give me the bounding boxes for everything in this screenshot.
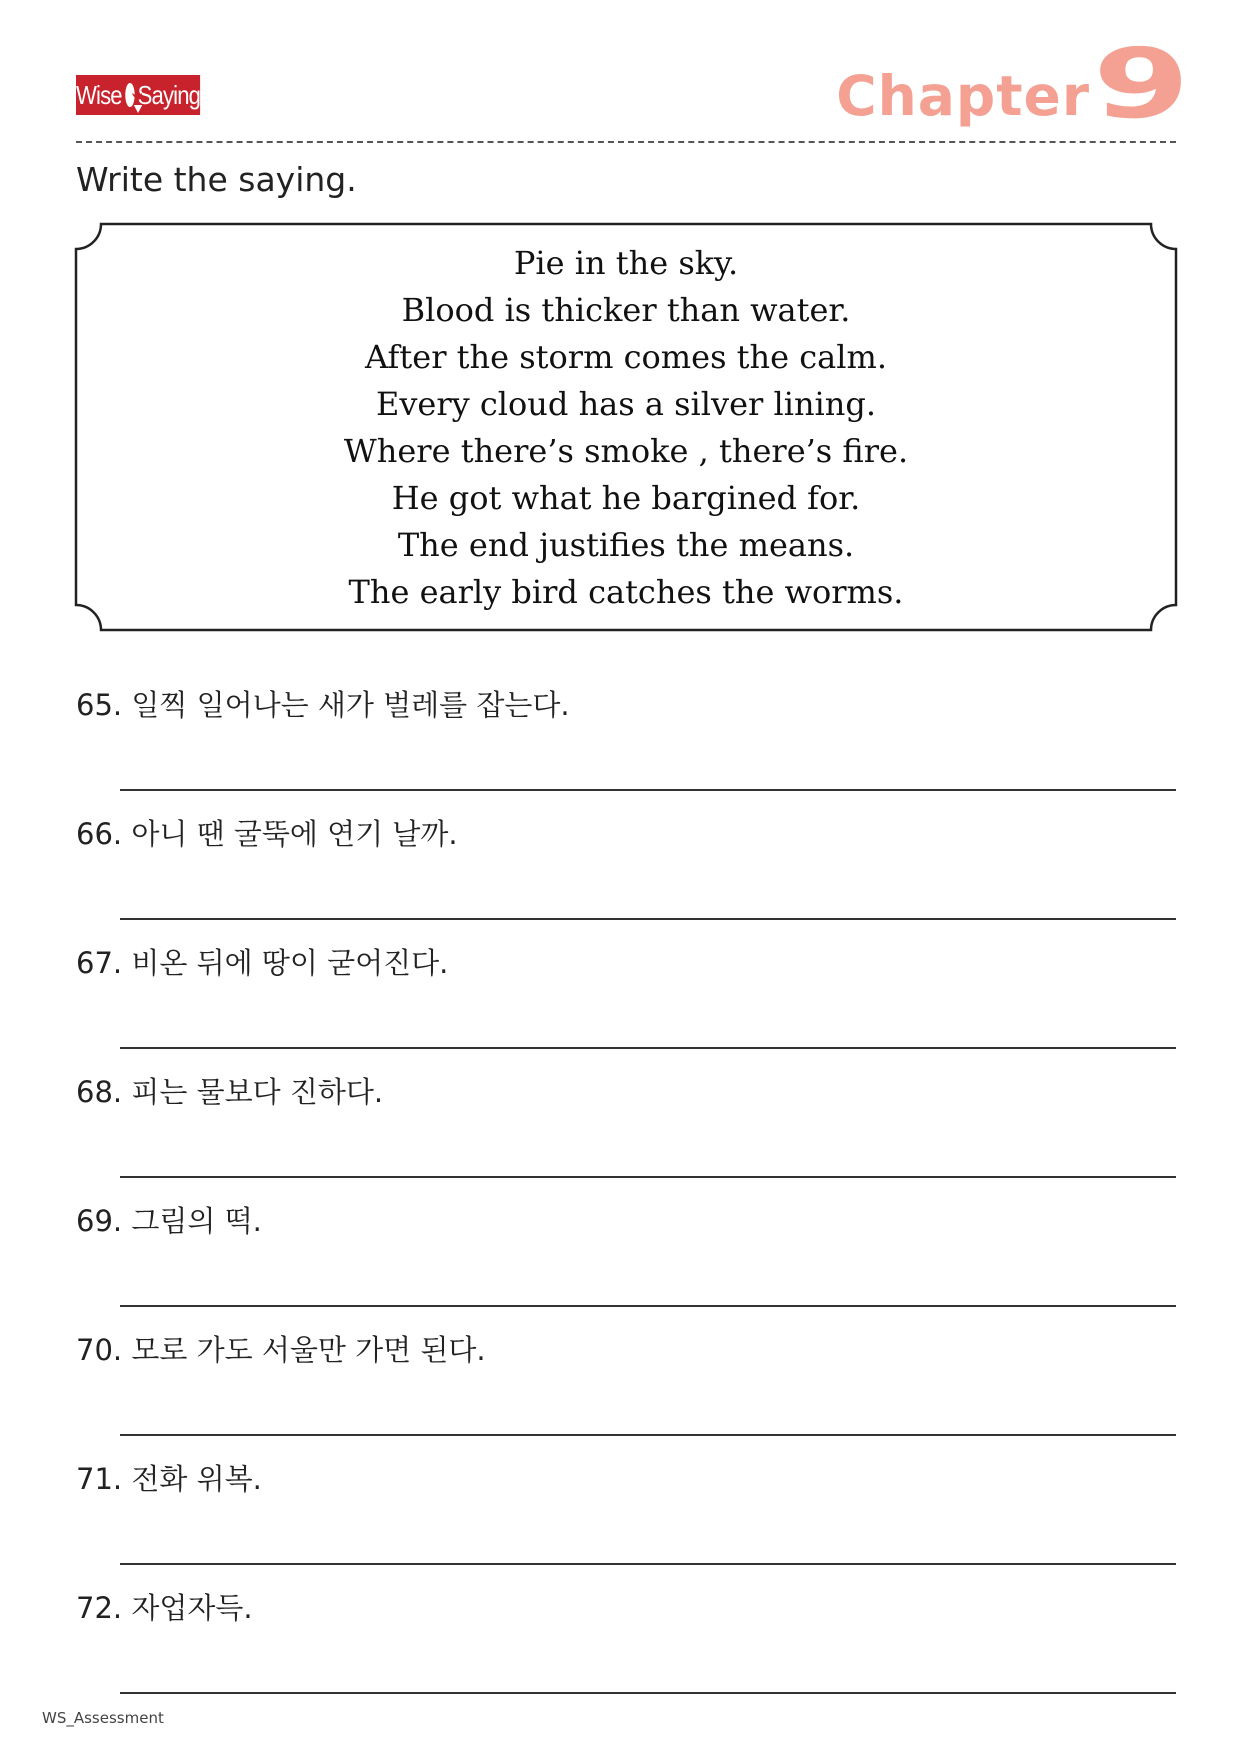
footer-label: WS_Assessment (42, 1709, 164, 1727)
question-text: 그림의 떡. (131, 1204, 262, 1238)
question-69 (76, 1199, 262, 1240)
question-68 (76, 1070, 383, 1111)
saying-item: After the storm comes the calm. (365, 338, 887, 376)
word-box (76, 240, 1176, 616)
logo (76, 75, 200, 115)
question-text: 피는 물보다 진하다. (131, 1075, 384, 1109)
question-71 (76, 1457, 262, 1498)
question-number: 69. (76, 1204, 123, 1238)
instruction-text: Write the saying. (76, 160, 357, 199)
question-number: 66. (76, 817, 123, 851)
logo-right-text: Saying (137, 79, 201, 110)
question-number: 70. (76, 1333, 123, 1367)
saying-item: Blood is thicker than water. (401, 291, 851, 329)
question-number: 67. (76, 946, 123, 980)
question-text: 자업자득. (131, 1591, 253, 1625)
question-number: 65. (76, 688, 123, 722)
answer-line-66[interactable] (120, 918, 1176, 920)
chapter-label: Chapter (836, 64, 1090, 128)
question-number: 71. (76, 1462, 123, 1496)
answer-line-71[interactable] (120, 1563, 1176, 1565)
question-text: 비온 뒤에 땅이 굳어진다. (131, 946, 449, 980)
smile-bubble-icon (125, 83, 134, 107)
answer-line-68[interactable] (120, 1176, 1176, 1178)
question-text: 아니 땐 굴뚝에 연기 날까. (131, 817, 458, 851)
question-text: 모로 가도 서울만 가면 된다. (131, 1333, 486, 1367)
header-divider (76, 141, 1176, 143)
saying-item: The end justifies the means. (397, 526, 855, 564)
saying-item: The early bird catches the worms. (348, 573, 904, 611)
question-text: 일찍 일어나는 새가 벌레를 잡는다. (131, 688, 570, 722)
answer-line-67[interactable] (120, 1047, 1176, 1049)
question-text: 전화 위복. (131, 1462, 262, 1496)
question-number: 68. (76, 1075, 123, 1109)
chapter-number: 9 (1093, 28, 1190, 140)
answer-line-65[interactable] (120, 789, 1176, 791)
question-70 (76, 1328, 486, 1369)
question-number: 72. (76, 1591, 123, 1625)
saying-item: Where there’s smoke , there’s fire. (343, 432, 909, 470)
saying-item: He got what he bargined for. (391, 479, 861, 517)
question-65 (76, 683, 570, 724)
question-67 (76, 941, 448, 982)
answer-line-72[interactable] (120, 1692, 1176, 1694)
answer-line-69[interactable] (120, 1305, 1176, 1307)
saying-item: Every cloud has a silver lining. (375, 385, 877, 423)
answer-line-70[interactable] (120, 1434, 1176, 1436)
saying-item: Pie in the sky. (513, 244, 739, 282)
question-66 (76, 812, 458, 853)
logo-left-text: Wise (76, 79, 122, 110)
question-72 (76, 1586, 253, 1627)
